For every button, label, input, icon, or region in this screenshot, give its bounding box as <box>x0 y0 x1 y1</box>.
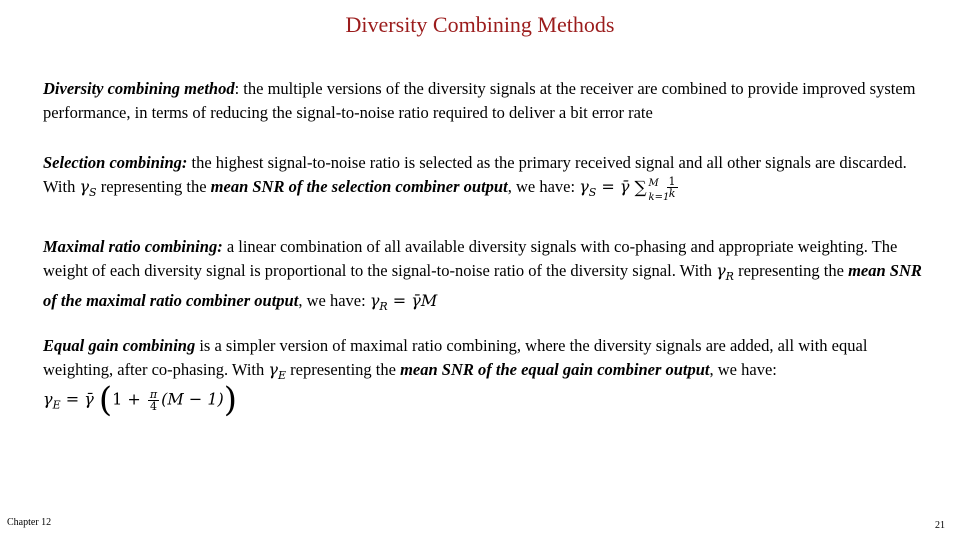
paragraph-diversity-combining <box>43 77 923 125</box>
gamma-r-symbol: $\gamma_R$ <box>716 261 734 283</box>
chapter-label: Chapter 12 <box>7 517 52 528</box>
gamma-e-symbol: $\gamma_E$ <box>268 360 286 382</box>
paragraph-equal-gain-combining <box>43 334 923 388</box>
p2-emphasis: mean SNR of the selection combiner output <box>210 177 508 196</box>
term-diversity-combining: Diversity combining method <box>43 79 235 98</box>
p1-text: : the multiple versions of the diversity signals at the receiver are combined to provide improved system performance, in terms of reducing the signal-to-noise ratio required to deliver a bit error rate <box>43 79 916 122</box>
p3-text-c: , we have: <box>298 291 370 310</box>
fraction-pi-over-4: $\frac{\pi}{4}$ <box>149 387 158 413</box>
page-number: 21 <box>935 520 945 531</box>
p4-text-a: is a simpler version of maximal ratio combining, where the diversity signals are added, all with equal weighting, after co-phasing. With <box>43 336 868 379</box>
paragraph-maximal-ratio-combining <box>43 235 923 319</box>
term-equal-gain-combining: Equal gain combining <box>43 336 196 355</box>
maximal-ratio-equation: $\gamma_R$ = γ̄M <box>369 291 438 313</box>
equal-gain-equation: $\gamma_E$ = γ̄ (1 + $\frac{\pi}{4}$ (M − 1)) <box>43 380 237 420</box>
term-maximal-ratio-combining: Maximal ratio combining: <box>43 237 223 256</box>
fraction-one-over-k: $\frac{1}{k}$ <box>668 175 676 200</box>
slide-title: Diversity Combining Methods <box>345 12 615 37</box>
p2-text-b: representing the <box>96 177 211 196</box>
gamma-s-symbol: $\gamma_S$ <box>79 177 97 199</box>
sum-symbol: ∑ M k=1 <box>634 177 670 203</box>
paragraph-selection-combining <box>43 151 923 205</box>
p3-text-b: representing the <box>733 261 849 280</box>
p3-emphasis: mean SNR of the maximal ratio combiner output <box>43 261 922 310</box>
selection-combining-equation: $\gamma_S$ = γ̄ ∑ M k=1 $\frac{1}{k}$ <box>579 175 676 203</box>
p3-text-a: a linear combination of all available diversity signals with co-phasing and appropriate weighting. The weight of each diversity signal is proportional to the signal-to-noise ratio of the diversity signal. With <box>43 237 898 280</box>
p2-text-a: the highest signal-to-noise ratio is selected as the primary received signal and all other signals are discarded. With <box>43 153 907 196</box>
p4-text-c: , we have: <box>709 360 777 379</box>
p4-text-b: representing the <box>286 360 401 379</box>
p4-emphasis: mean SNR of the equal gain combiner output <box>400 360 710 379</box>
p2-text-c: , we have: <box>507 177 580 196</box>
term-selection-combining: Selection combining: <box>43 153 188 172</box>
